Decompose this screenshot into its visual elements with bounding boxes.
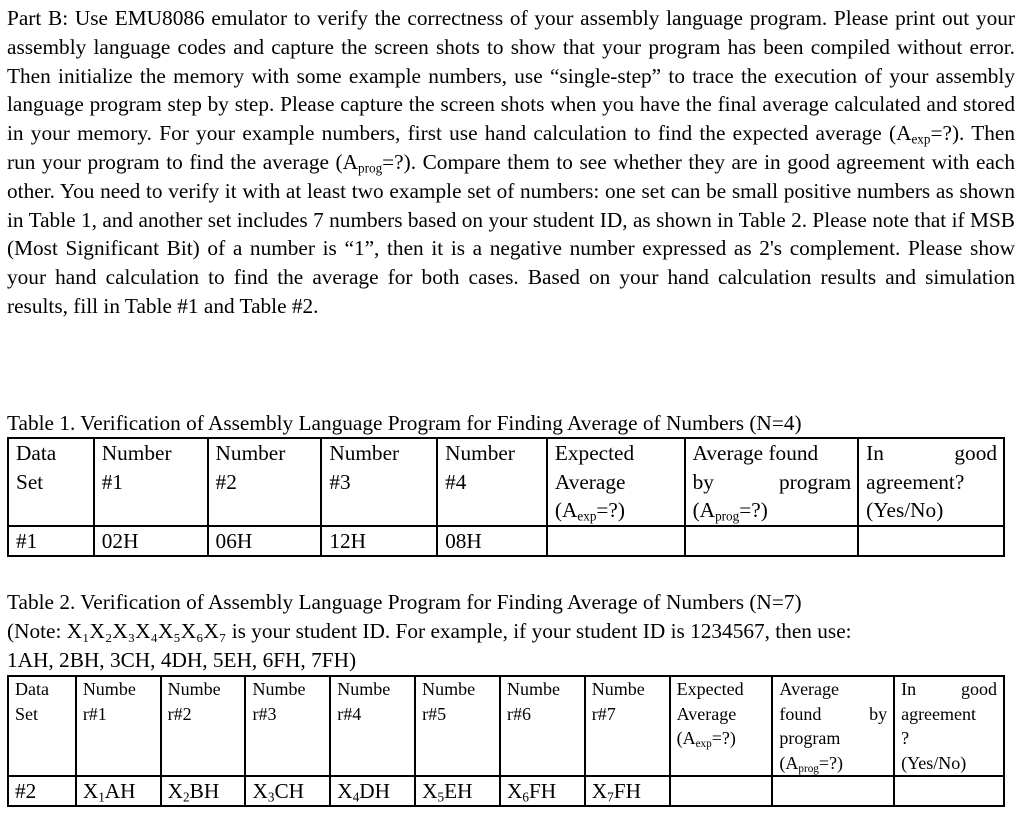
t1-header-expected: Expected Average $(A_{exp}=?)$ — [547, 438, 685, 526]
t1-header-average-found: Average found by program $(A_{prog}=?)$ — [685, 438, 859, 526]
t1-cell-found — [685, 526, 859, 557]
t2-cell-expected — [670, 776, 773, 806]
t2-cell-number-7: $X_7FH$ — [585, 776, 670, 806]
table1-data-row — [8, 526, 1004, 557]
t2-cell-number-5: $X_5EH$ — [415, 776, 500, 806]
t1-header-agreement: In good agreement? (Yes/No) — [858, 438, 1004, 526]
t2-header-number-2: Numbe r#2 — [161, 676, 246, 776]
t2-header-data-set: Data Set — [8, 676, 76, 776]
table2-header-row — [8, 676, 1004, 776]
t2-cell-set: #2 — [8, 776, 76, 806]
table2 — [7, 675, 1005, 807]
t1-cell-number-2: 06H — [208, 526, 322, 557]
t1-header-number-4: Number #4 — [437, 438, 547, 526]
t2-header-number-3: Numbe r#3 — [245, 676, 330, 776]
t1-cell-number-1: 02H — [94, 526, 208, 557]
t1-cell-expected — [547, 526, 685, 557]
table2-data-row — [8, 776, 1004, 806]
t2-header-number-4: Numbe r#4 — [330, 676, 415, 776]
instructions-lead: Part B: Use EMU8086 emulator to verify the correctness of your assembly language program. Please print out your assembly language codes and capture the screen shots to show that your program has been compiled without error. Then initialize the memory with some example numbers, use “single-step” to trace the execution of your assembly language program step by step. Please capture the screen shots when you have the final average calculated and stored in your memory. For your example numbers, first use hand calculation to find the expected average (A — [7, 6, 1015, 146]
t2-header-number-1: Numbe r#1 — [76, 676, 161, 776]
t1-header-data-set: Data Set — [8, 438, 94, 526]
table1-caption: Table 1. Verification of Assembly Language Program for Finding Average of Numbers (N=4) — [7, 411, 802, 435]
t2-header-agreement: In good agreement ? (Yes/No) — [894, 676, 1004, 776]
instructions-sub-exp: exp — [911, 131, 931, 147]
t1-header-number-2: Number #2 — [208, 438, 322, 526]
table2-caption-line3: 1AH, 2BH, 3CH, 4DH, 5EH, 6FH, 7FH) — [7, 648, 357, 672]
t2-cell-number-2: $X_2BH$ — [161, 776, 246, 806]
instructions-tail: =?). Compare them to see whether they are in good agreement with each other. You need to verify it with at least two example set of numbers: one set can be small positive numbers as shown in Table 1, and another set includes 7 numbers based on your student ID, as shown in Table 2. Please note that if MSB (Most Significant Bit) of a number is “1”, then it is a negative number expressed as 2's complement. Please show your hand calculation to find the average for both cases. Based on your hand calculation results and simulation results, fill in Table #1 and Table #2. — [7, 149, 1016, 318]
t2-header-number-6: Numbe r#6 — [500, 676, 585, 776]
t2-header-number-7: Numbe r#7 — [585, 676, 670, 776]
t2-cell-agreement — [894, 776, 1004, 806]
t1-cell-set: #1 — [8, 526, 94, 557]
t1-cell-agreement — [858, 526, 1004, 557]
instructions-paragraph — [7, 4, 1015, 321]
t2-header-number-5: Numbe r#5 — [415, 676, 500, 776]
t1-header-number-1: Number #1 — [94, 438, 208, 526]
t2-cell-number-1: $X_1AH$ — [76, 776, 161, 806]
instructions-sub-prog: prog — [357, 160, 383, 176]
table1 — [7, 437, 1005, 557]
t1-cell-number-4: 08H — [437, 526, 547, 557]
t2-cell-number-6: $X_6FH$ — [500, 776, 585, 806]
t2-cell-found — [772, 776, 894, 806]
table2-caption-line2: (Note: X₁X₂X₃X₄X₅X₆X₇ is your student ID. For example, if your student ID is 1234567, then use: — [7, 619, 852, 643]
t2-cell-number-3: $X_3CH$ — [245, 776, 330, 806]
t1-header-number-3: Number #3 — [321, 438, 437, 526]
table1-header-row — [8, 438, 1004, 526]
t2-header-expected: Expected Average $(A_{exp}=?)$ — [670, 676, 773, 776]
t1-cell-number-3: 12H — [321, 526, 437, 557]
t2-header-average-found: Average found by program $(A_{prog}=?)$ — [772, 676, 894, 776]
instructions-mid: =?). Then run your program to find the average (A — [7, 121, 1015, 174]
t2-cell-number-4: $X_4DH$ — [330, 776, 415, 806]
table2-caption-line1: Table 2. Verification of Assembly Language Program for Finding Average of Numbers (N=7) — [7, 590, 802, 614]
